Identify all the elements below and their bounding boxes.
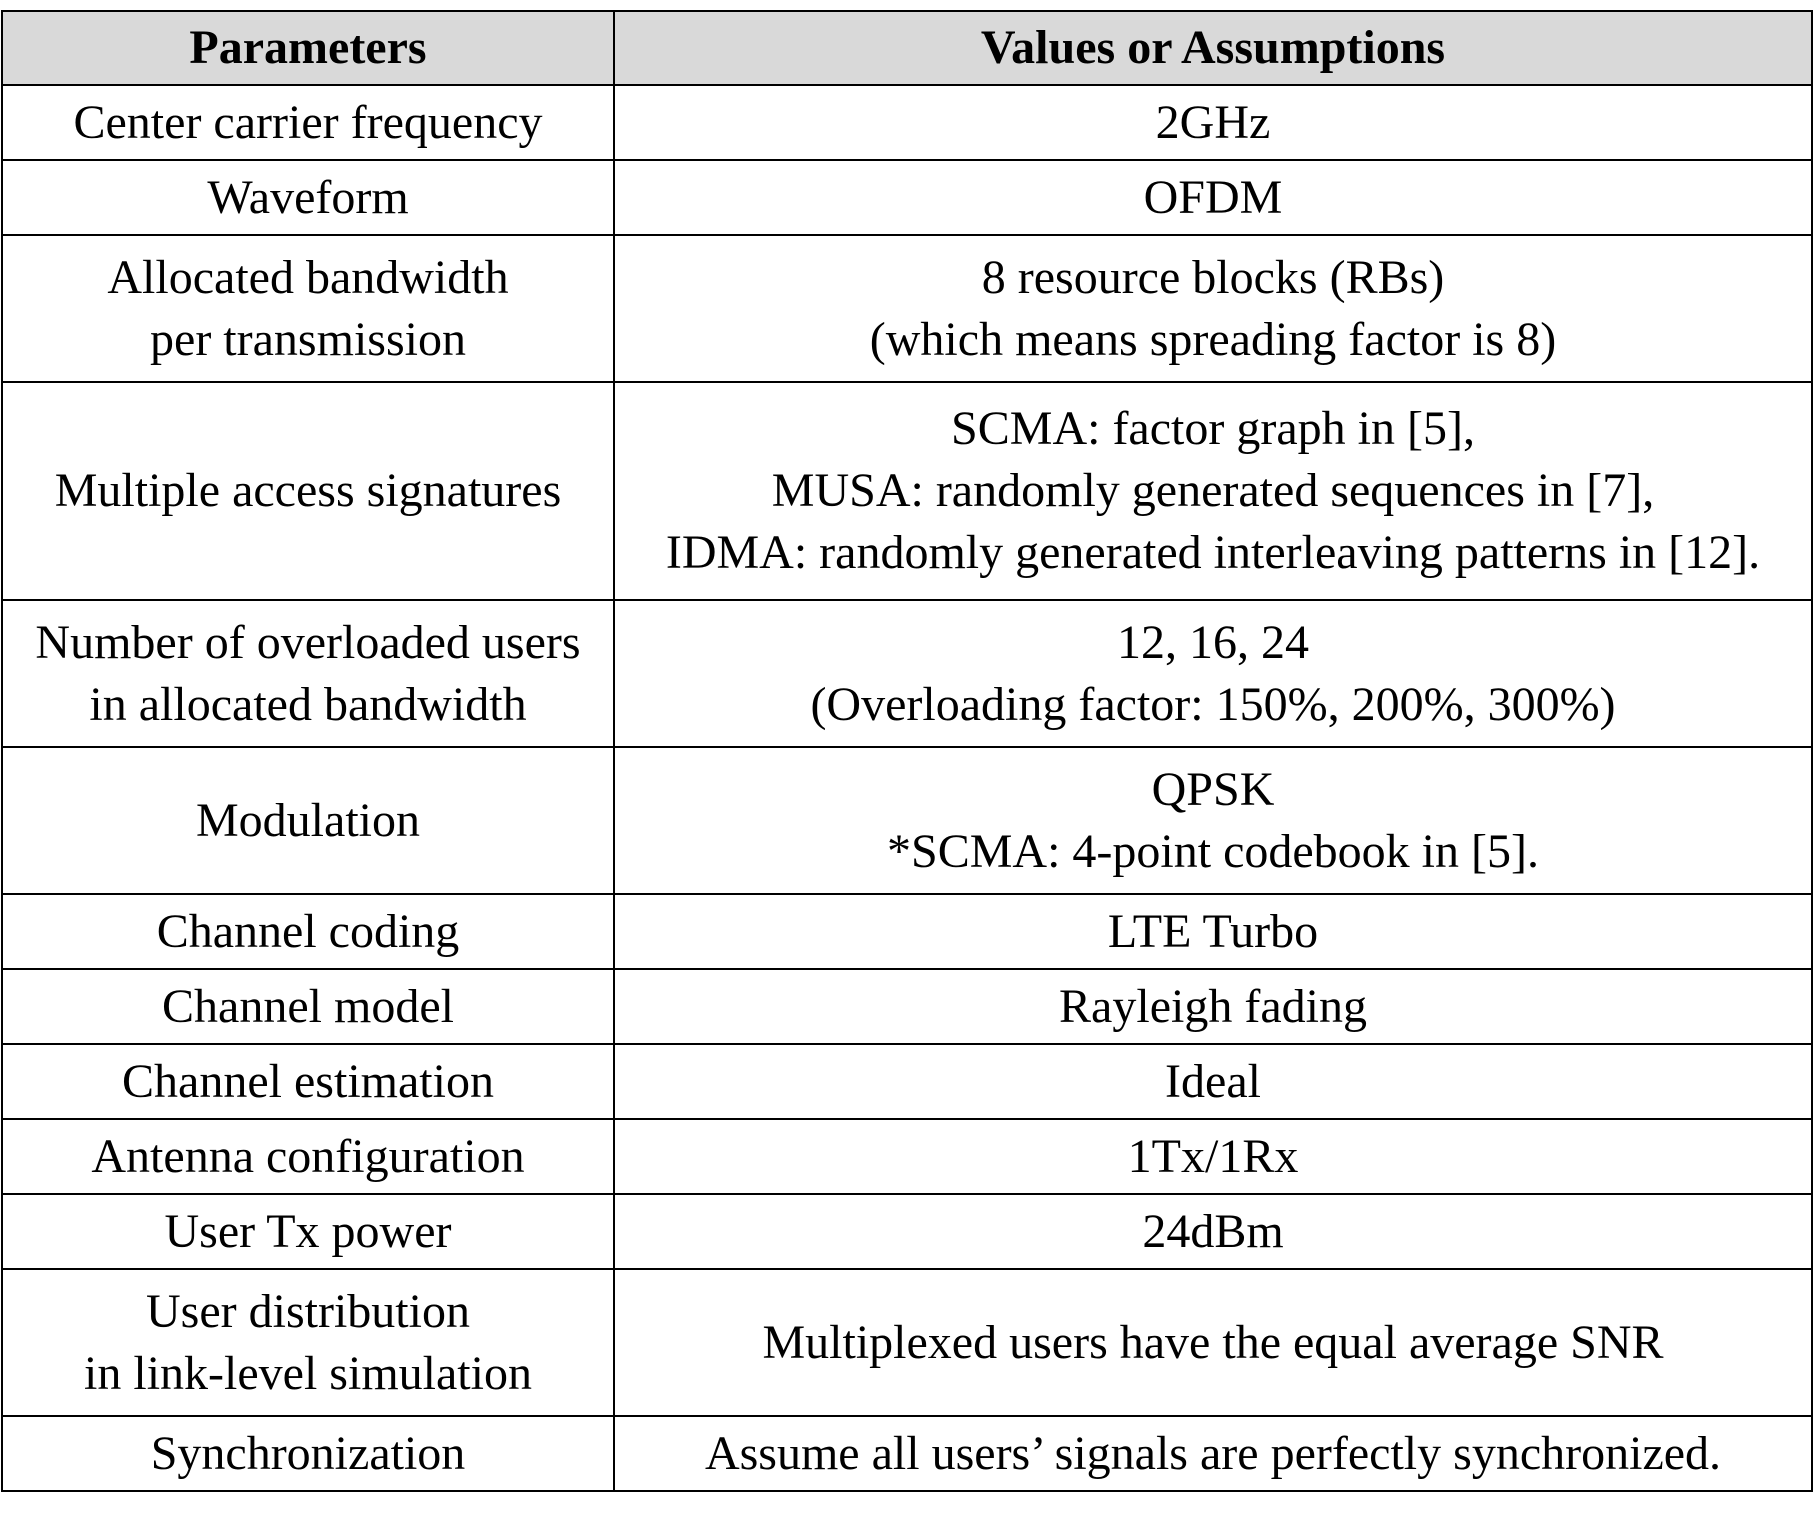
- table-row: [2, 747, 1812, 894]
- param-text: Synchronization: [150, 1426, 466, 1480]
- table-row: [2, 1416, 1812, 1491]
- value-cell: [614, 160, 1812, 235]
- value-cell: [614, 600, 1812, 747]
- value-text: LTE Turbo: [1107, 904, 1319, 958]
- value-text: Assume all users’ signals are perfectly synchronized.: [704, 1426, 1722, 1480]
- param-text: per transmission: [150, 312, 466, 366]
- value-text: 24dBm: [1142, 1204, 1284, 1258]
- param-cell: [2, 747, 614, 894]
- table-header-row: [2, 11, 1812, 85]
- value-text: 2GHz: [1155, 95, 1271, 149]
- param-text: Multiple access signatures: [54, 464, 562, 517]
- param-cell: [2, 1269, 614, 1416]
- table-row: [2, 382, 1812, 600]
- value-text: 1Tx/1Rx: [1127, 1129, 1299, 1183]
- value-text: 8 resource blocks (RBs): [981, 250, 1445, 304]
- table-row: [2, 894, 1812, 969]
- param-text: Allocated bandwidth: [107, 250, 509, 304]
- param-cell: [2, 894, 614, 969]
- value-cell: [614, 894, 1812, 969]
- param-cell: [2, 1044, 614, 1119]
- value-text: (Overloading factor: 150%, 200%, 300%): [810, 677, 1616, 731]
- param-text: Number of overloaded users: [35, 615, 581, 669]
- value-text: Multiplexed users have the equal average SNR: [762, 1315, 1664, 1369]
- param-cell: [2, 235, 614, 382]
- value-text: (which means spreading factor is 8): [869, 312, 1557, 366]
- value-text: *SCMA: 4-point codebook in [5].: [887, 824, 1539, 878]
- param-text: Channel coding: [156, 904, 460, 958]
- value-cell: [614, 1044, 1812, 1119]
- value-text: OFDM: [1143, 170, 1283, 224]
- value-text: 12, 16, 24: [1117, 615, 1309, 669]
- value-text: IDMA: randomly generated interleaving patterns in [12].: [665, 526, 1761, 579]
- header-parameters: Parameters: [2, 11, 614, 85]
- param-cell: [2, 969, 614, 1044]
- value-cell: [614, 1194, 1812, 1269]
- param-text: Channel estimation: [122, 1054, 494, 1108]
- param-text: Center carrier frequency: [73, 95, 543, 149]
- param-text: Waveform: [207, 170, 409, 224]
- value-cell: [614, 969, 1812, 1044]
- value-cell: [614, 1269, 1812, 1416]
- value-text: SCMA: factor graph in [5],: [951, 402, 1475, 455]
- param-cell: [2, 1119, 614, 1194]
- table-row: [2, 235, 1812, 382]
- value-cell: [614, 382, 1812, 600]
- param-cell: [2, 1416, 614, 1491]
- param-text: in link-level simulation: [84, 1346, 532, 1400]
- parameters-table: [1, 10, 1813, 1492]
- param-cell: [2, 160, 614, 235]
- value-cell: [614, 1416, 1812, 1491]
- value-text: Ideal: [1165, 1054, 1261, 1108]
- table-row: [2, 1269, 1812, 1416]
- header-values-or-assumptions: Values or Assumptions: [614, 11, 1812, 85]
- param-cell: [2, 1194, 614, 1269]
- param-text: User distribution: [146, 1284, 470, 1338]
- param-cell: [2, 382, 614, 600]
- table-row: [2, 160, 1812, 235]
- param-cell: [2, 600, 614, 747]
- table-row: [2, 969, 1812, 1044]
- value-text: MUSA: randomly generated sequences in [7],: [771, 464, 1655, 517]
- param-text: Channel model: [162, 979, 454, 1033]
- param-text: Modulation: [196, 793, 420, 847]
- param-text: in allocated bandwidth: [89, 677, 527, 731]
- param-text: User Tx power: [164, 1204, 452, 1258]
- param-text: Antenna configuration: [91, 1129, 525, 1183]
- param-cell: [2, 85, 614, 160]
- table-row: [2, 1119, 1812, 1194]
- value-cell: [614, 235, 1812, 382]
- value-text: QPSK: [1151, 762, 1275, 816]
- value-text: Rayleigh fading: [1059, 979, 1367, 1033]
- table-row: [2, 600, 1812, 747]
- value-cell: [614, 85, 1812, 160]
- table-row: [2, 1044, 1812, 1119]
- table-row: [2, 85, 1812, 160]
- value-cell: [614, 1119, 1812, 1194]
- value-cell: [614, 747, 1812, 894]
- table-row: [2, 1194, 1812, 1269]
